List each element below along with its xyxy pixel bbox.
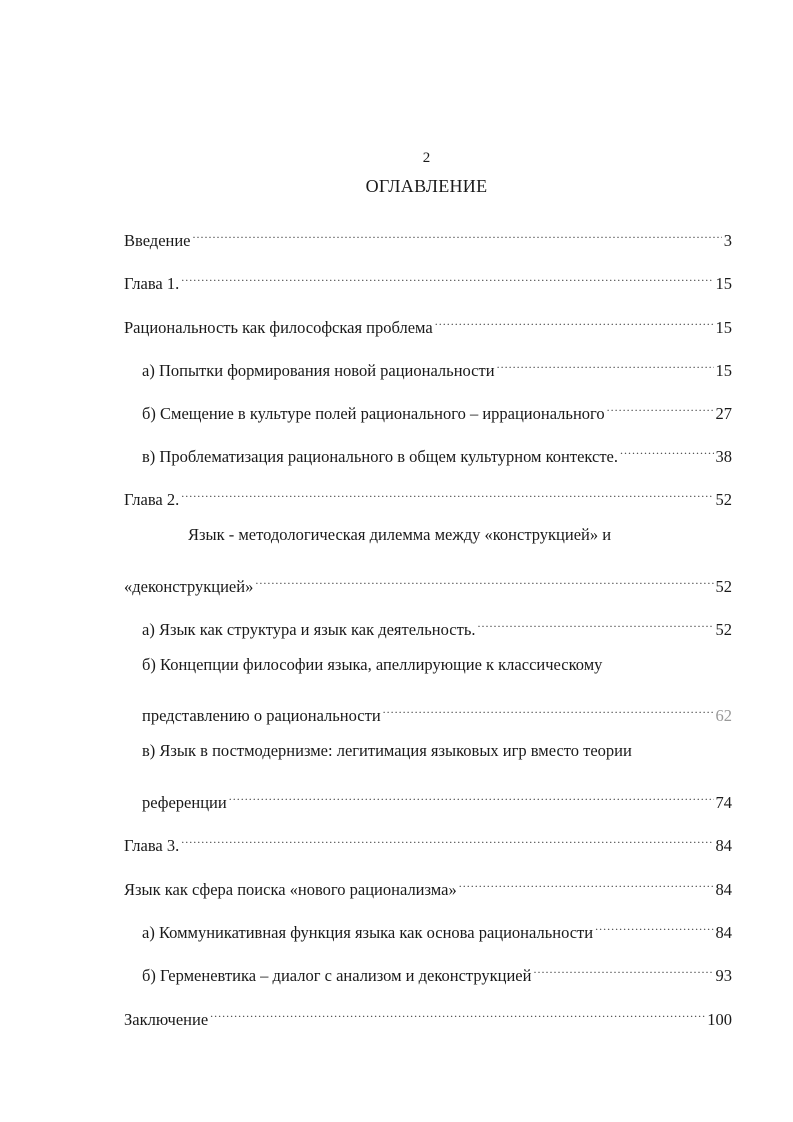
toc-page-number: 52 [715,577,732,596]
toc-entry-chapter-1[interactable] [124,263,732,297]
toc-entry-chapter-2-c[interactable] [142,782,732,816]
toc-entry-text: референции [142,793,227,812]
toc-page-number: 84 [715,880,732,899]
toc-entry-chapter-2-a[interactable] [142,609,732,643]
toc-entry-chapter-2-b[interactable] [142,695,732,729]
leader-dots [595,912,713,938]
leader-dots [477,609,713,635]
toc-entry-chapter-3-title[interactable] [124,869,732,903]
toc-entry-chapter-1-a[interactable] [142,350,732,384]
leader-dots [181,825,713,851]
toc-entry-text: Язык как сфера поиска «нового рационализма» [124,880,457,899]
toc-entry-chapter-2[interactable] [124,479,732,513]
toc-entry-chapter-2-title[interactable] [124,566,732,600]
toc-entry-text: Заключение [124,1010,209,1029]
toc-entry-chapter-1-title[interactable] [124,307,732,341]
toc-entry-text: а) Коммуникативная функция языка как основа рациональности [142,923,594,942]
toc-entry-chapter-1-b[interactable] [142,393,732,427]
toc-page-number: 3 [723,231,732,250]
leader-dots [229,782,714,808]
toc-entry-text: а) Язык как структура и язык как деятельность. [142,620,476,639]
toc-entry-chapter-3-b[interactable] [142,955,732,989]
toc-entry-text: а) Попытки формирования новой рациональности [142,361,495,380]
toc-entry-chapter-2-c-line1[interactable]: в) Язык в постмодернизме: легитимация языковых игр вместо теории [142,741,632,760]
leader-dots [435,307,714,333]
toc-entry-chapter-1-c[interactable] [142,436,732,470]
toc-page-number: 15 [715,318,732,337]
toc-page-number: 100 [707,1010,732,1029]
toc-entry-text: Введение [124,231,191,250]
toc-entry-intro[interactable] [124,220,732,254]
toc-page-number: 38 [715,447,732,466]
toc-page-number: 27 [715,404,732,423]
toc-entry-text: б) Герменевтика – диалог с анализом и деконструкцией [142,966,532,985]
toc-page-number: 62 [715,706,732,725]
toc-entry-conclusion[interactable] [124,999,732,1033]
page-number: 2 [422,150,431,166]
toc-entry-text: в) Проблематизация рационального в общем культурном контексте. [142,447,619,466]
leader-dots [497,350,714,376]
page-title: ОГЛАВЛЕНИЕ [365,176,488,196]
toc-page-number: 93 [715,966,732,985]
toc-entry-chapter-3-a[interactable] [142,912,732,946]
leader-dots [193,220,722,246]
toc-page-number: 15 [715,361,732,380]
leader-dots [181,263,713,289]
leader-dots [210,999,705,1025]
toc-entry-chapter-2-b-line1[interactable]: б) Концепции философии языка, апеллирующие к классическому [142,655,603,674]
leader-dots [459,869,714,895]
toc-page-number: 52 [715,620,732,639]
leader-dots [620,436,713,462]
leader-dots [607,393,714,419]
toc-entry-text: представлению о рациональности [142,706,381,725]
toc-page-number: 52 [715,490,732,509]
leader-dots [383,695,714,721]
toc-page-number: 84 [715,923,732,942]
toc-page-number: 74 [715,793,732,812]
leader-dots [533,955,713,981]
toc-entry-text: Глава 1. [124,274,180,293]
toc-entry-text: Рациональность как философская проблема [124,318,433,337]
toc-entry-text: б) Смещение в культуре полей рационального – иррационального [142,404,605,423]
toc-entry-chapter-3[interactable] [124,825,732,859]
toc-entry-text: Глава 2. [124,490,180,509]
toc-page-number: 84 [715,836,732,855]
toc-entry-text: Глава 3. [124,836,180,855]
leader-dots [255,566,713,592]
leader-dots [181,479,713,505]
toc-entry-chapter-2-title-line1[interactable]: Язык - методологическая дилемма между «конструкцией» и [188,525,612,544]
toc-entry-text: «деконструкцией» [124,577,254,596]
toc-page-number: 15 [715,274,732,293]
